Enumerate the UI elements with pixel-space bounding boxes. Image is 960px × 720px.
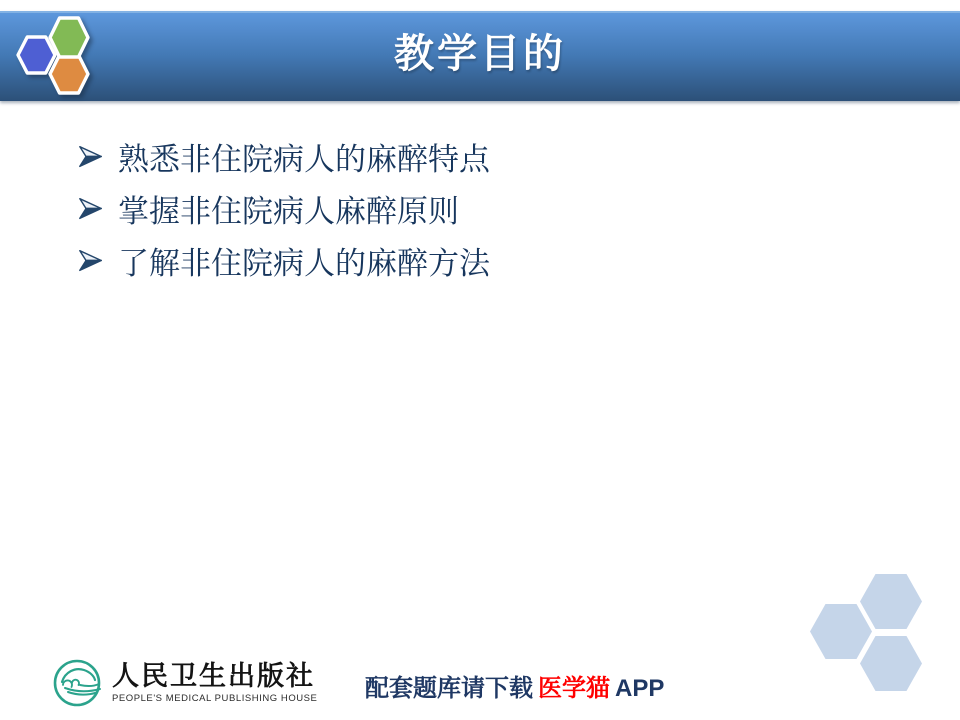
hexagon-decoration [810,573,922,692]
list-item [78,240,490,280]
list-item [78,188,490,228]
bullet-text: 了解非住院病人的麻醉方法 [118,245,490,281]
logo-hex-green [50,18,88,57]
hexagon-cluster-logo [13,13,93,98]
page-title: 教学目的 [394,31,566,76]
bullet-text: 熟悉非住院病人的麻醉特点 [118,141,490,177]
logo-hex-orange [50,55,88,93]
arrow-bullet-icon [78,196,103,221]
logo-hex-blue [18,37,55,73]
publisher-text [112,662,317,703]
deco-hexagon [860,636,922,691]
promo-prefix: 配套题库请下载 [365,675,533,702]
bullet-text: 掌握非住院病人麻醉原则 [118,193,459,229]
publisher-name-en: PEOPLE'S MEDICAL PUBLISHING HOUSE [112,692,318,704]
bullet-list [78,136,490,292]
promo-highlight: 医学猫 [538,675,610,702]
list-item [78,136,490,176]
deco-hexagon [810,604,872,659]
deco-hexagon [860,574,922,629]
arrow-bullet-icon [78,144,103,169]
publisher-logo-block [52,657,317,709]
pmph-cloud-logo [52,657,103,709]
promo-text [365,668,669,703]
header-band [0,11,960,101]
promo-suffix: APP [615,675,665,702]
arrow-bullet-icon [78,248,103,273]
publisher-name-cn: 人民卫生出版社 [112,661,315,692]
